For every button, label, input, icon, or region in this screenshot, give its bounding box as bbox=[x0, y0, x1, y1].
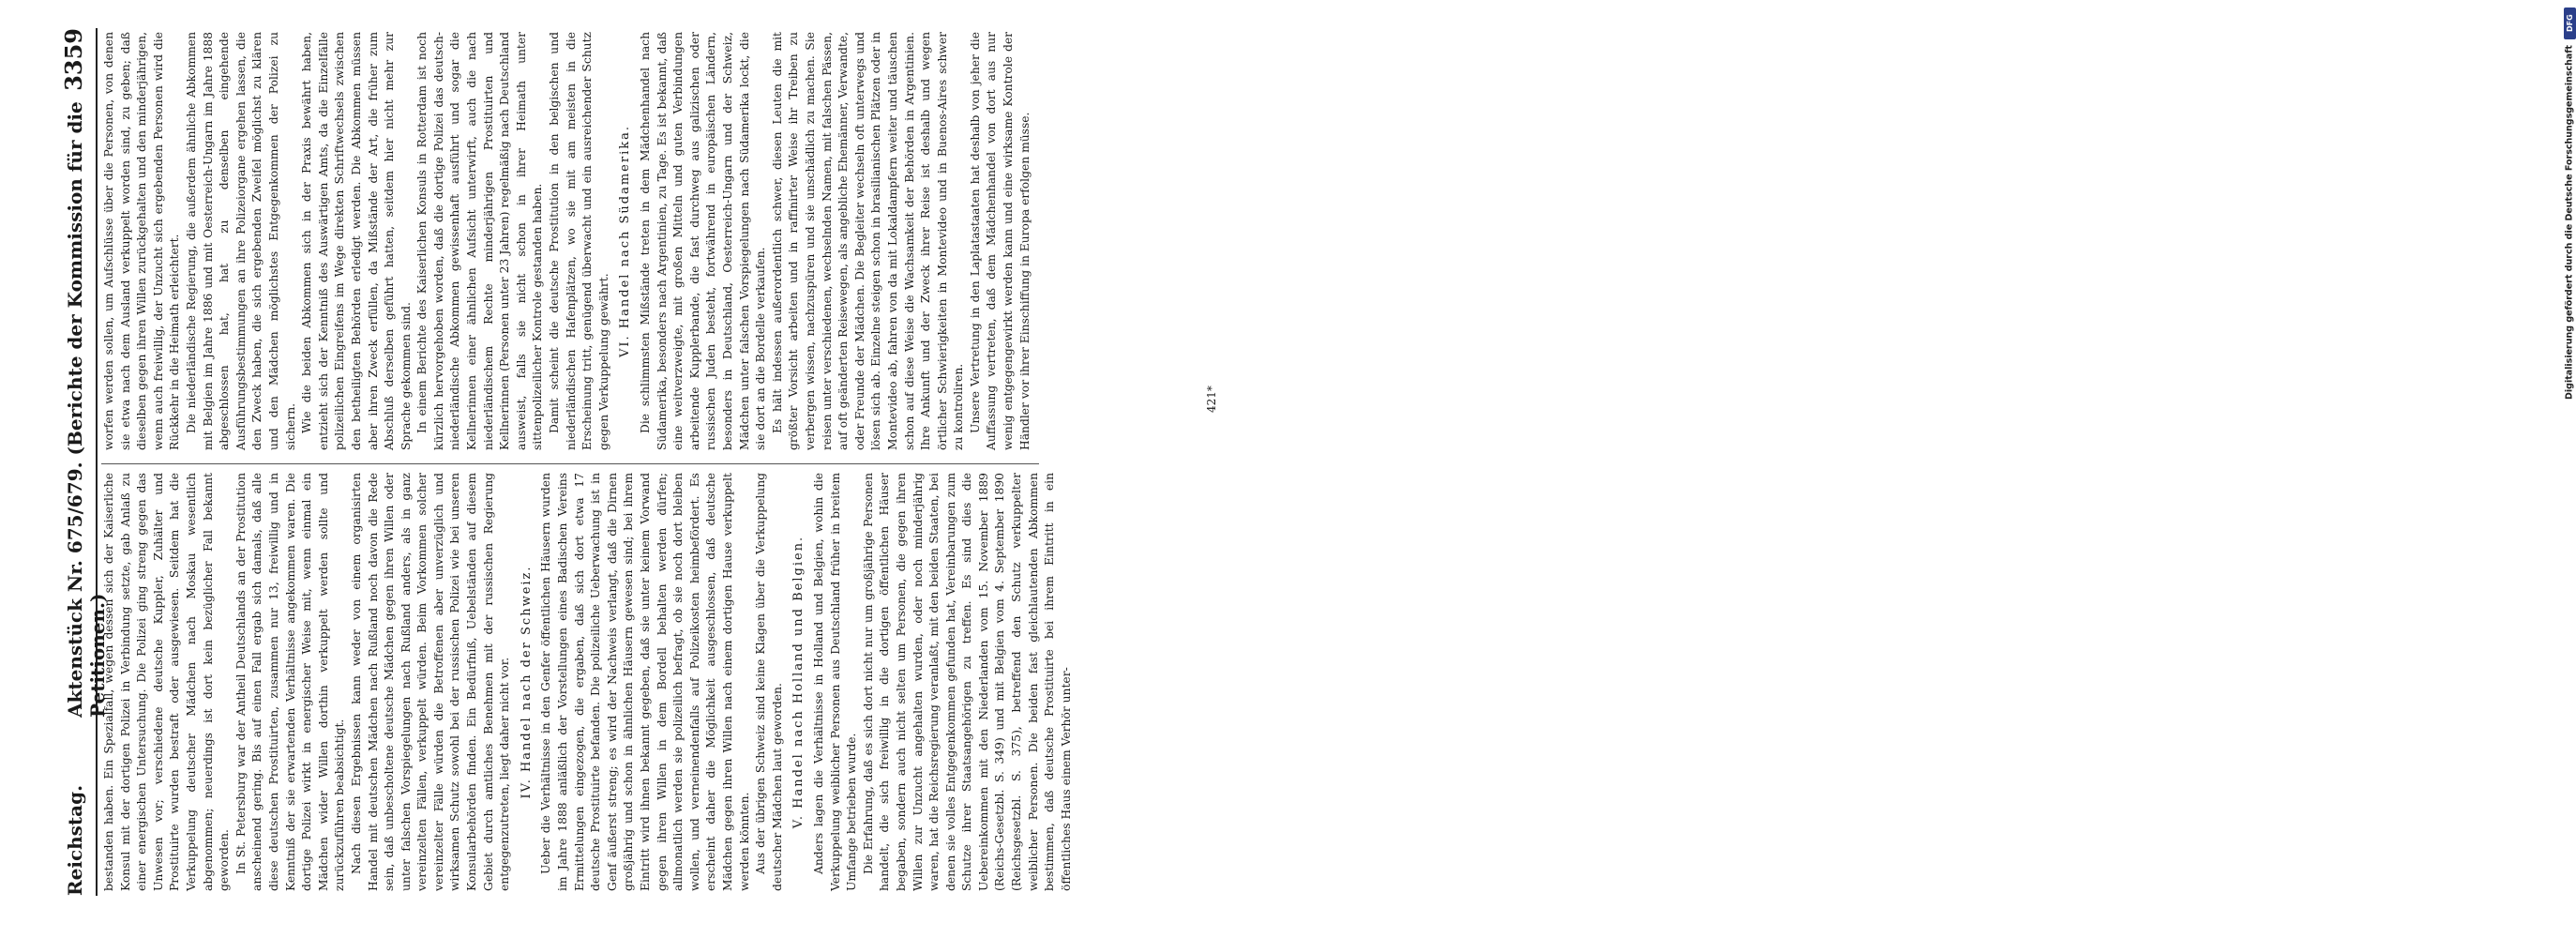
paragraph: In St. Petersburg war der Antheil Deutschlands an der Prostitution anscheinend gering. Bis auf einen Fall ergab sich damals, daß alle diese deutschen Prostituirten, zusammen nur 13, freiwillig und in Kenntniß der sie erwartenden Verhältnisse angekommen waren. Die dortige Polizei wirkt in energischer Weise mit, wenn einmal ein Mädchen wider Willen dorthin verkuppelt werden sollte und zurückzuführen beabsichtigt. bbox=[233, 473, 347, 891]
paragraph: In einem Berichte des Kaiserlichen Konsuls in Rotterdam ist noch kürzlich hervorgehoben worden, daß die dortige Polizei das deutsch-niederländische Abkommen gewissenhaft ausführt und sogar die Kellnerinnen einer ähnlichen Aufsicht unterwirft, auch die nach niederländischem Rechte minderjährigen Prostituirten und Kellnerinnen (Personen unter 23 Jahren) regelmäßig nach Deutschland ausweist, falls sie nicht schon in ihrer Heimath unter sittenpolizeilicher Kontrole gestanden haben. bbox=[415, 32, 545, 450]
page-footer-number: 421* bbox=[1205, 386, 1218, 413]
left-column bbox=[101, 473, 1095, 891]
header-left: Reichstag. bbox=[64, 784, 86, 896]
column-divider bbox=[101, 463, 1039, 464]
right-column bbox=[101, 32, 1095, 450]
header-page-number: 3359 bbox=[60, 28, 87, 91]
funding-notice: Digitalisierung gefördert durch die Deutsche Forschungsgemeinschaft bbox=[2564, 45, 2575, 400]
paragraph: worfen werden sollen, um Aufschlüsse über die Personen, von denen sie etwa nach dem Ausland verkuppelt worden sind, zu geben; daß dieselben gegen ihren Willen zurückgehalten und den minderjährigen, wenn auch freiwillig, der Unzucht sich ergebenden Personen wird die Rückkehr in die Heimath erleichtert. bbox=[102, 32, 182, 450]
section-heading: IV. Handel nach der Schweiz. bbox=[519, 565, 534, 799]
paragraph: bestanden haben. Ein Spezialfall, wegen dessen sich der Kaiserliche Konsul mit der dortigen Polizei in Verbindung setzte, gab Anlaß zu einer energischen Untersuchung. Die Polizei ging streng gegen das Unwesen vor; verschiedene deutsche Kuppler, Zuhälter und Prostituirte wurden bestraft oder ausgewiesen. Seitdem hat die Verkuppelung deutscher Mädchen nach Moskau wesentlich abgenommen; neuerdings ist dort kein bezüglicher Fall bekannt geworden. bbox=[102, 473, 232, 891]
paragraph: Es hält indessen außerordentlich schwer, diesen Leuten die mit größter Vorsicht arbeiten und in raffinirter Weise ihr Treiben zu verbergen wissen, nachzuspüren und sie unschädlich zu machen. Sie reisen unter verschiedenen, wechselnden Namen, mit falschen Pässen, auf oft geänderten Reisewegen, als angebliche Ehemänner, Verwandte, oder Freunde der Mädchen. Die Begleiter wechseln oft unterwegs und lösen sich ab. Einzelne steigen schon in brasilianischen Plätzen oder in Montevideo ab, fahren von da mit Lokaldampfern weiter und täuschen schon auf diese Weise die Wachsamkeit der Behörden in Argentinien. Ihre Ankunft und der Zweck ihrer Reise ist deshalb und wegen örtlicher Schwierigkeiten in Montevideo und in Buenos-Aires schwer zu kontroliren. bbox=[770, 32, 966, 450]
page-header bbox=[58, 28, 109, 896]
digitization-sidebar bbox=[1280, 0, 2575, 938]
section-heading: V. Handel nach Holland und Belgien. bbox=[791, 535, 806, 829]
paragraph: Aus der übrigen Schweiz sind keine Klagen über die Verkuppelung deutscher Mädchen laut geworden. bbox=[754, 473, 784, 891]
paragraph: Die Erfahrung, daß es sich dort nicht nur um großjährige Personen handelt, die sich freiwillig in die dortigen öffentlichen Häuser begaben, sondern auch nicht selten um Personen, die gegen ihren Willen zur Unzucht angehalten wurden, oder noch minderjährig waren, hat die Reichsregierung veranlaßt, mit den beiden Staaten, bei denen sie volles Entgegenkommen gefunden hat, Vereinbarungen zum Schutze ihrer Staatsangehörigen zu treffen. Es sind dies die Uebereinkommen mit den Niederlanden vom 15. November 1889 (Reichs-Gesetzbl. S. 349) und mit Belgien vom 4. September 1890 (Reichsgesetzbl. S. 375), betreffend den Schutz verkuppelter weiblicher Personen. Die beiden fast gleichlautenden Abkommen bestimmen, daß deutsche Prostituirte bei ihrem Eintritt in ein öffentliches Haus einem Verhör unter- bbox=[861, 473, 1073, 891]
paragraph: Anders lagen die Verhältnisse in Holland und Belgien, wohin die Verkuppelung weiblicher Personen aus Deutschland früher in breitem Umfange betrieben wurde. bbox=[811, 473, 859, 891]
paragraph: Die niederländische Regierung, die außerdem ähnliche Abkommen mit Belgien im Jahre 1886 und mit Oesterreich-Ungarn im Jahre 1888 abgeschlossen hat, hat zu denselben eingehende Ausführungsbestimmungen an ihre Polizeiorgane ergehen lassen, die den Zweck haben, die sich ergebenden Zweifel möglichst zu klären und den Mädchen möglichstes Entgegenkommen der Polizei zu sichern. bbox=[184, 32, 297, 450]
paragraph: Die schlimmsten Mißstände treten in dem Mädchenhandel nach Südamerika, besonders nach Argentinien, zu Tage. Es ist bekannt, daß eine weitverzweigte, mit großen Mitteln und guten Verbindungen arbeitende Kupplerbande, die fast durchweg aus galizischen oder russischen Juden besteht, fortwährend in europäischen Ländern, besonders in Deutschland, Oesterreich-Ungarn und der Schweiz, Mädchen unter falschen Vorspiegelungen nach Südamerika lockt, die sie dort an die Bordelle verkaufen. bbox=[639, 32, 768, 450]
dfg-logo-icon: DFG bbox=[2564, 8, 2576, 39]
paragraph: Nach diesen Ergebnissen kann weder von einem organisirten Handel mit deutschen Mädchen nach Rußland noch davon die Rede sein, daß unbescholtene deutsche Mädchen gegen ihren Willen oder unter falschen Vorspiegelungen nach Rußland anders, als in ganz vereinzelten Fällen, verkuppelt würden. Beim Vorkommen solcher vereinzelter Fälle würden die Betroffenen aber unverzüglich und wirksamen Schutz sowohl bei der russischen Polizei wie bei unseren Konsularbehörden finden. Ein Bedürfniß, Uebelständen auf diesem Gebiet durch amtliches Benehmen mit der russischen Regierung entgegenzutreten, liegt daher nicht vor. bbox=[349, 473, 512, 891]
paragraph: Ueber die Verhältnisse in den Genfer öffentlichen Häusern wurden im Jahre 1888 anläßlich der Vorstellungen eines Badischen Vereins Ermittelungen eingezogen, die ergaben, daß sich dort etwa 17 deutsche Prostituirte befanden. Die polizeiliche Ueberwachung ist in Genf äußerst streng; es wird der Nachweis verlangt, daß die Dirnen großjährig und schon in ähnlichen Häusern gewesen sind; bei ihrem Eintritt wird ihnen bekannt gegeben, daß sie unter keinem Vorwand gegen ihren Willen in dem Bordell behalten werden dürfen; allmonatlich werden sie polizeilich befragt, ob sie noch dort bleiben wollen, und verneinendenfalls auf Polizeikosten heimbefördert. Es erscheint daher die Möglichkeit ausgeschlossen, daß deutsche Mädchen gegen ihren Willen nach einem dortigen Hause verkuppelt werden könnten. bbox=[539, 473, 751, 891]
section-heading: VI. Handel nach Südamerika. bbox=[618, 125, 633, 357]
header-title: Aktenstück Nr. 675/679. (Berichte der Kommission für die Petitionen.) bbox=[64, 101, 109, 718]
paragraph: Wie die beiden Abkommen sich in der Praxis bewährt haben, entzieht sich der Kenntniß des Auswärtigen Amts, da die Einzelfälle polizeilichen Eingreifens im Wege direkten Schriftwechsels zwischen den betheiligten Behörden erledigt werden. Die Abkommen müssen aber ihren Zweck erfüllen, da Mißstände der Art, die früher zum Abschluß derselben geführt hatten, seitdem hier nicht mehr zur Sprache gekommen sind. bbox=[300, 32, 413, 450]
paragraph: Unsere Vertretung in den Laplatastaaten hat deshalb von jeher die Auffassung vertreten, daß dem Mädchenhandel von dort aus nur wenig entgegengewirkt werden kann und eine wirksame Kontrole der Händler vor ihrer Einschiffung in Europa erfolgen müsse. bbox=[968, 32, 1032, 450]
paragraph: Damit scheint die deutsche Prostitution in den belgischen und niederländischen Hafenplätzen, wo sie mit am meisten in die Erscheinung tritt, genügend überwacht und ein ausreichender Schutz gegen Verkuppelung gewährt. bbox=[548, 32, 610, 450]
